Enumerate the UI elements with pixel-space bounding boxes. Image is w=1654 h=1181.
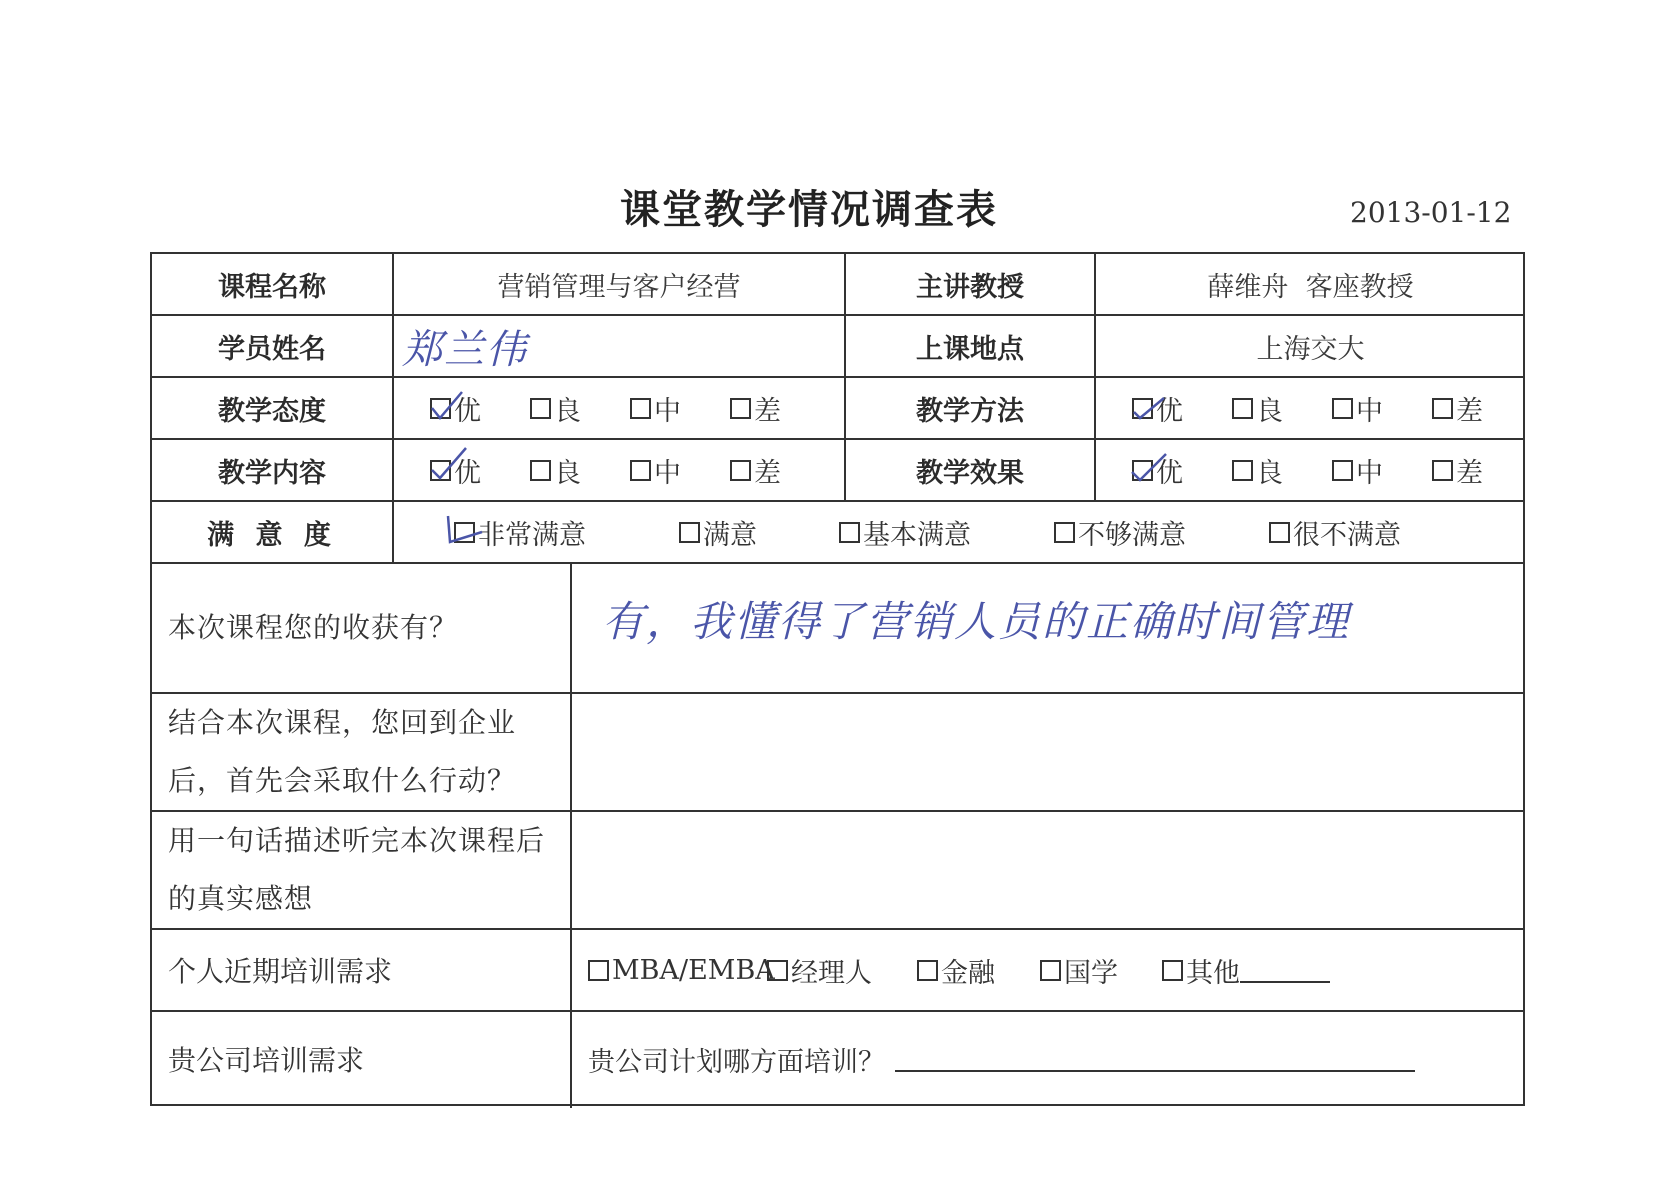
- option-label: 优: [1156, 457, 1183, 489]
- checkbox[interactable]: [588, 960, 609, 981]
- option-label: 中: [654, 457, 681, 489]
- training-option-sinology[interactable]: [1040, 951, 1118, 990]
- personal-training-options: [572, 940, 1525, 1000]
- option-label: 良: [1256, 457, 1283, 489]
- checkbox[interactable]: [530, 398, 551, 419]
- location-value[interactable]: 上海交大: [1256, 333, 1365, 365]
- option-label: MBA/EMBA: [612, 954, 775, 986]
- satisfaction-basically-satisfied[interactable]: [839, 513, 971, 552]
- checkbox[interactable]: [1232, 460, 1253, 481]
- option-label: 满意: [703, 519, 757, 551]
- student-name-field[interactable]: [402, 316, 842, 376]
- gain-answer-field[interactable]: [602, 564, 1502, 674]
- teaching-attitude-options: [394, 378, 844, 438]
- effect-option-average[interactable]: [1332, 451, 1383, 490]
- company-training-label: 贵公司培训需求: [168, 1044, 365, 1077]
- option-label: 经理人: [791, 957, 872, 989]
- company-training-blank[interactable]: [895, 1046, 1415, 1072]
- training-option-manager[interactable]: [767, 951, 872, 990]
- lecturer-value[interactable]: 薛维舟 客座教授: [1207, 271, 1414, 303]
- option-label: 中: [1356, 457, 1383, 489]
- effect-option-good[interactable]: [1232, 451, 1283, 490]
- checkbox[interactable]: [630, 460, 651, 481]
- option-label: 良: [1256, 395, 1283, 427]
- lecturer-label: 主讲教授: [916, 271, 1024, 303]
- checkmark-icon: [1128, 448, 1172, 488]
- method-option-poor[interactable]: [1432, 389, 1483, 428]
- checkbox[interactable]: [1040, 960, 1061, 981]
- content-option-average[interactable]: [630, 451, 681, 490]
- student-name-label: 学员姓名: [218, 333, 326, 365]
- content-option-poor[interactable]: [730, 451, 781, 490]
- feeling-answer-field[interactable]: [572, 812, 1525, 928]
- checkmark-icon: [1130, 390, 1170, 426]
- checkbox[interactable]: [630, 398, 651, 419]
- attitude-option-poor[interactable]: [730, 389, 781, 428]
- gain-answer-handwriting: 有，我懂得了营销人员的正确时间管理: [602, 597, 1351, 646]
- option-label: 金融: [941, 957, 995, 989]
- checkbox[interactable]: [1332, 460, 1353, 481]
- checkbox[interactable]: [1432, 398, 1453, 419]
- course-name-value[interactable]: 营销管理与客户经营: [497, 271, 741, 303]
- training-option-other[interactable]: [1162, 951, 1330, 990]
- survey-form: [150, 252, 1525, 1106]
- checkbox[interactable]: [1054, 522, 1075, 543]
- attitude-option-good[interactable]: [530, 389, 581, 428]
- personal-training-label: 个人近期培训需求: [168, 955, 393, 988]
- satisfaction-label: 满 意 度: [207, 519, 337, 551]
- option-label: 良: [554, 395, 581, 427]
- satisfaction-satisfied[interactable]: [679, 513, 757, 552]
- page-title: 课堂教学情况调查表: [620, 187, 998, 233]
- option-label: 差: [1456, 395, 1483, 427]
- effect-option-poor[interactable]: [1432, 451, 1483, 490]
- method-option-average[interactable]: [1332, 389, 1383, 428]
- option-label: 国学: [1064, 957, 1118, 989]
- teaching-method-label: 教学方法: [916, 395, 1024, 427]
- other-blank[interactable]: [1240, 957, 1330, 983]
- option-label: 不够满意: [1078, 519, 1186, 551]
- action-answer-field[interactable]: [572, 694, 1525, 810]
- teaching-method-options: [1096, 378, 1525, 438]
- course-name-label: 课程名称: [218, 271, 326, 303]
- option-label: 中: [654, 395, 681, 427]
- satisfaction-options: [394, 502, 1525, 562]
- checkbox[interactable]: [1269, 522, 1290, 543]
- option-label: 良: [554, 457, 581, 489]
- teaching-attitude-label: 教学态度: [218, 395, 326, 427]
- checkbox[interactable]: [1432, 460, 1453, 481]
- option-label: 优: [1156, 395, 1183, 427]
- training-option-finance[interactable]: [917, 951, 995, 990]
- checkbox[interactable]: [767, 960, 788, 981]
- teaching-content-options: [394, 440, 844, 500]
- checkmark-icon: [428, 388, 468, 424]
- option-label: 差: [1456, 457, 1483, 489]
- checkbox[interactable]: [679, 522, 700, 543]
- company-training-question: 贵公司计划哪方面培训？: [588, 1046, 885, 1078]
- checkbox[interactable]: [1332, 398, 1353, 419]
- checkbox[interactable]: [1162, 960, 1183, 981]
- company-training-row: [588, 1012, 1525, 1106]
- teaching-effect-options: [1096, 440, 1525, 500]
- teaching-effect-label: 教学效果: [916, 457, 1024, 489]
- checkbox[interactable]: [1232, 398, 1253, 419]
- option-label: 差: [754, 395, 781, 427]
- checkbox[interactable]: [530, 460, 551, 481]
- checkmark-icon: [428, 444, 472, 484]
- option-label: 优: [454, 457, 481, 489]
- action-question-label: 结合本次课程，您回到企业后，首先会采取什么行动？: [168, 706, 517, 797]
- content-option-good[interactable]: [530, 451, 581, 490]
- option-label: 中: [1356, 395, 1383, 427]
- attitude-option-average[interactable]: [630, 389, 681, 428]
- option-label: 基本满意: [863, 519, 971, 551]
- form-date: 2013-01-12: [1350, 196, 1512, 229]
- option-label: 很不满意: [1293, 519, 1401, 551]
- option-label: 优: [454, 395, 481, 427]
- satisfaction-very-unsatisfied[interactable]: [1269, 513, 1401, 552]
- checkmark-icon: [442, 512, 488, 554]
- checkbox[interactable]: [730, 398, 751, 419]
- checkbox[interactable]: [730, 460, 751, 481]
- option-label: 差: [754, 457, 781, 489]
- location-label: 上课地点: [916, 333, 1024, 365]
- checkbox[interactable]: [839, 522, 860, 543]
- student-name-handwriting: 郑兰伟: [402, 326, 528, 373]
- option-label: 非常满意: [478, 519, 586, 551]
- teaching-content-label: 教学内容: [218, 457, 326, 489]
- method-option-good[interactable]: [1232, 389, 1283, 428]
- satisfaction-not-satisfied[interactable]: [1054, 513, 1186, 552]
- feeling-question-label: 用一句话描述听完本次课程后的真实感想: [168, 824, 546, 915]
- option-label: 其他: [1186, 957, 1240, 989]
- training-option-mba[interactable]: [588, 955, 775, 986]
- checkbox[interactable]: [917, 960, 938, 981]
- gain-question-label: 本次课程您的收获有？: [168, 611, 459, 644]
